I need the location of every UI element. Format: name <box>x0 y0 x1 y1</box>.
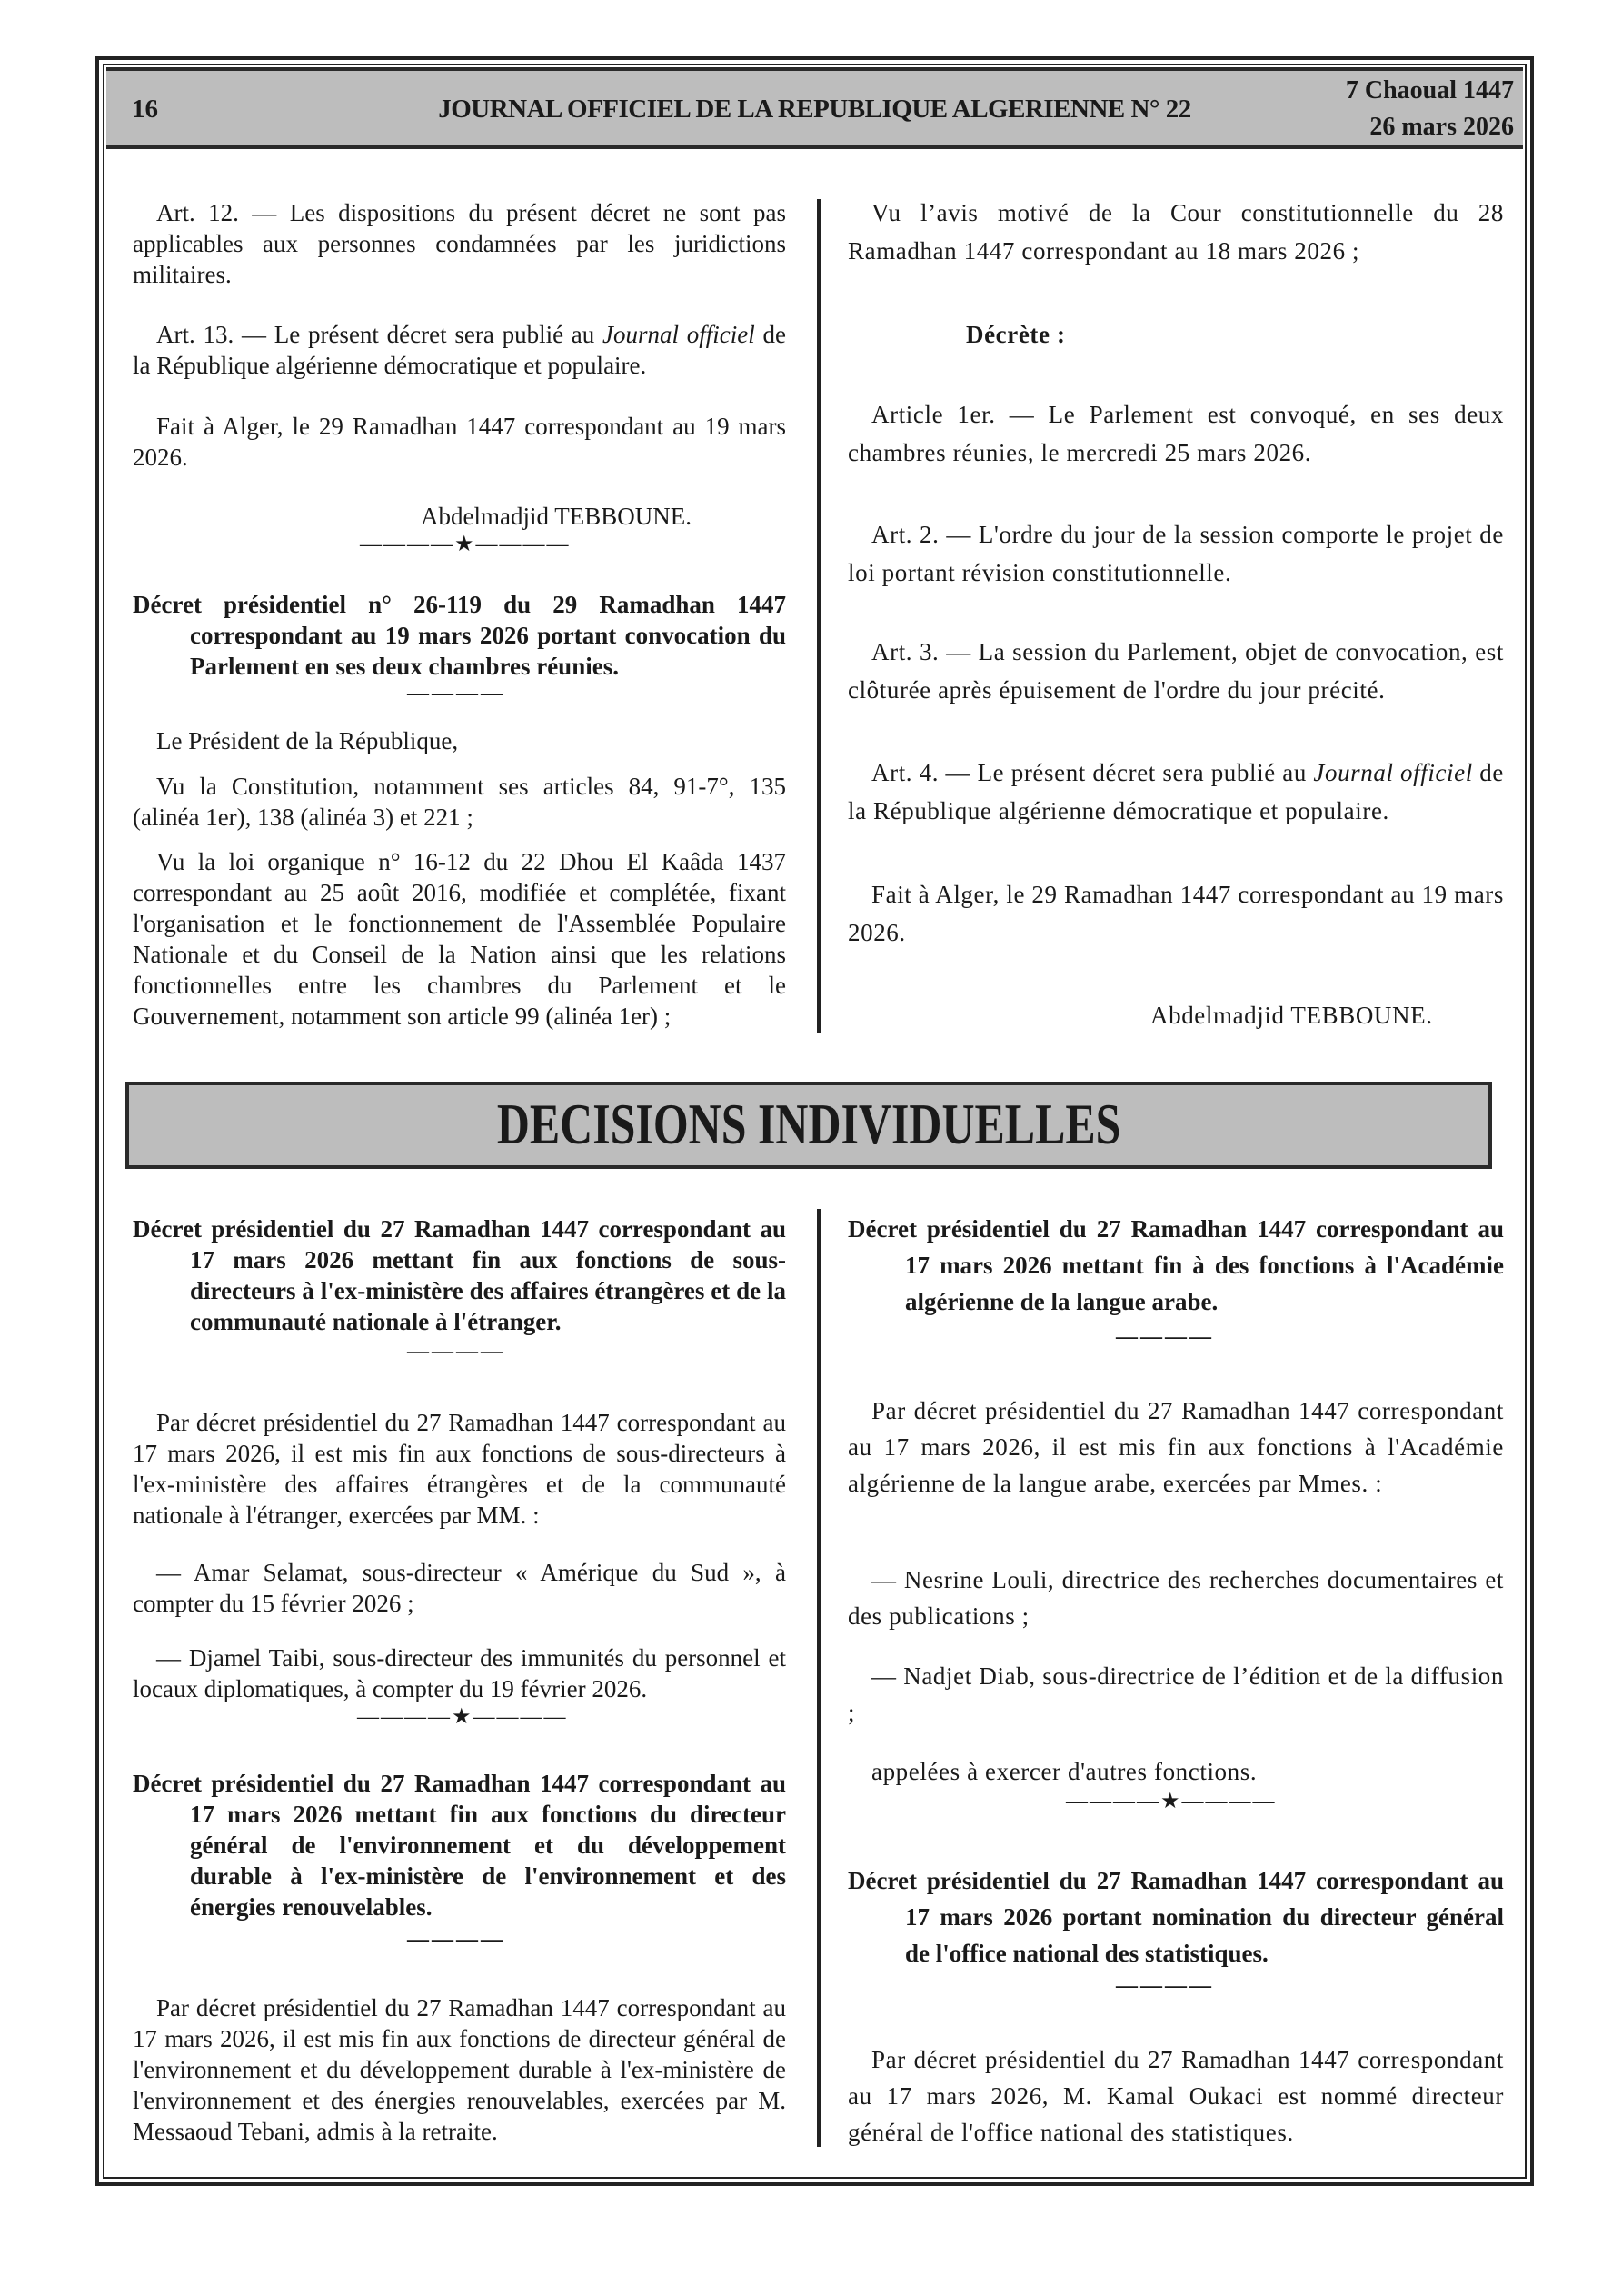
vu-avis: Vu l’avis motivé de la Cour constitutionnelle du 28 Ramadhan 1447 correspondant au 18 mars 2026 ; <box>848 199 1504 265</box>
list-item-nesrine-louli: — Nesrine Louli, directrice des recherches documentaires et des publications ; <box>848 1566 1504 1630</box>
article-12: Art. 12. — Les dispositions du présent décret ne sont pas applicables aux personnes condamnées par les juridictions militaires. <box>133 199 786 288</box>
decree-body-statistiques: Par décret présidentiel du 27 Ramadhan 1447 correspondant au 17 mars 2026, M. Kamal Oukaci est nommé directeur général de l'office national des statistiques. <box>848 2046 1504 2146</box>
vu-constitution: Vu la Constitution, notamment ses articles 84, 91-7°, 135 (alinéa 1er), 138 (alinéa 3) et 221 ; <box>133 773 786 831</box>
fait-a-alger-right: Fait à Alger, le 29 Ramadhan 1447 correspondant au 19 mars 2026. <box>848 881 1504 946</box>
president-preamble: Le Président de la République, <box>156 727 459 754</box>
star-separator: ————★———— <box>357 1705 568 1729</box>
dash-separator: ———— <box>1116 1325 1214 1349</box>
list-item-amar-selamat: — Amar Selamat, sous-directeur « Amérique du Sud », à compter du 15 février 2026 ; <box>133 1559 786 1617</box>
section-banner <box>125 1082 1492 1169</box>
journal-officiel-italic: Journal officiel <box>602 321 755 348</box>
dash-separator: ———— <box>407 1928 505 1952</box>
vu-loi-organique: Vu la loi organique n° 16-12 du 22 Dhou El Kaâda 1437 correspondant au 25 août 2016, modifiée et complétée, fixant l'organisation et le fonctionnement de l'Assemblée Populaire Nationale et du Conseil de la Nation ainsi que les relations fonctionnelles entre les chambres du Parlement et le Gouvernement, notamment son article 99 (alinéa 1er) ; <box>133 848 786 1030</box>
article-13 <box>133 319 786 381</box>
decrete-heading: Décrète : <box>966 321 1066 348</box>
article-4-text-end: de la République algérienne démocratique et populaire. <box>848 759 1504 824</box>
journal-header <box>106 67 1523 149</box>
date-hijri: 7 Chaoual 1447 <box>1345 76 1514 105</box>
article-13-text-end: de la République algérienne démocratique et populaire. <box>133 321 786 379</box>
decree-body-affaires-etrangeres: Par décret présidentiel du 27 Ramadhan 1447 correspondant au 17 mars 2026, il est mis fin aux fonctions de sous-directeurs à l'ex-ministère des affaires étrangères et de la communauté nationale à l'étranger, exercées par MM. : <box>133 1409 786 1529</box>
article-1: Article 1er. — Le Parlement est convoqué, en ses deux chambres réunies, le mercredi 25 mars 2026. <box>848 401 1504 466</box>
decree-title: Décret présidentiel n° 26-119 du 29 Ramadhan 1447 correspondant au 19 mars 2026 portant convocation du Parlement en ses deux chambres réunies. <box>133 591 786 680</box>
decree-title-academie: Décret présidentiel du 27 Ramadhan 1447 correspondant au 17 mars 2026 mettant fin à des fonctions à l'Académie algérienne de la langue arabe. <box>848 1215 1504 1315</box>
article-2: Art. 2. — L'ordre du jour de la session comporte le projet de loi portant révision constitutionnelle. <box>848 521 1504 586</box>
page-number: 16 <box>132 95 158 124</box>
dash-separator: ———— <box>1116 1974 1214 1998</box>
date-gregorian: 26 mars 2026 <box>1369 113 1514 141</box>
star-separator: ————★———— <box>1066 1790 1277 1813</box>
article-13-text: Art. 13. — Le présent décret sera publié au <box>156 321 603 348</box>
list-item-djamel-taibi: — Djamel Taibi, sous-directeur des immunités du personnel et locaux diplomatiques, à compter du 19 février 2026. <box>133 1644 786 1702</box>
article-3: Art. 3. — La session du Parlement, objet de convocation, est clôturée après épuisement de l'ordre du jour précité. <box>848 638 1504 704</box>
signature: Abdelmadjid TEBBOUNE. <box>421 503 692 530</box>
fait-a-alger: Fait à Alger, le 29 Ramadhan 1447 correspondant au 19 mars 2026. <box>133 413 786 471</box>
article-4-text: Art. 4. — Le présent décret sera publié au <box>871 759 1314 786</box>
signature-right: Abdelmadjid TEBBOUNE. <box>1150 1002 1433 1029</box>
article-4 <box>848 754 1504 830</box>
closing-line: appelées à exercer d'autres fonctions. <box>871 1758 1258 1785</box>
column-divider-top <box>817 199 821 1033</box>
decree-body-academie: Par décret présidentiel du 27 Ramadhan 1447 correspondant au 17 mars 2026, il est mis fin aux fonctions à l'Académie algérienne de la langue arabe, exercées par Mmes. : <box>848 1397 1504 1497</box>
section-title: DECISIONS INDIVIDUELLES <box>496 1092 1121 1156</box>
journal-title: JOURNAL OFFICIEL DE LA REPUBLIQUE ALGERIENNE N° 22 <box>438 95 1191 124</box>
column-divider-bottom <box>817 1209 821 2147</box>
dash-separator: ———— <box>407 1340 505 1363</box>
decree-title-environnement: Décret présidentiel du 27 Ramadhan 1447 correspondant au 17 mars 2026 mettant fin aux fonctions du directeur général de l'environnement et du développement durable à l'ex-ministère de l'environnement et des énergies renouvelables. <box>133 1770 786 1921</box>
decree-title-statistiques: Décret présidentiel du 27 Ramadhan 1447 correspondant au 17 mars 2026 portant nomination du directeur général de l'office national des statistiques. <box>848 1867 1504 1967</box>
list-item-nadjet-diab: — Nadjet Diab, sous-directrice de l’édition et de la diffusion ; <box>848 1662 1504 1726</box>
decree-title-affaires-etrangeres: Décret présidentiel du 27 Ramadhan 1447 correspondant au 17 mars 2026 mettant fin aux fonctions de sous-directeurs à l'ex-ministère des affaires étrangères et de la communauté nationale à l'étranger. <box>133 1215 786 1335</box>
star-separator: ————★———— <box>360 533 571 556</box>
journal-officiel-italic: Journal officiel <box>1313 759 1473 786</box>
dash-separator: ———— <box>407 682 505 705</box>
decree-body-environnement: Par décret présidentiel du 27 Ramadhan 1447 correspondant au 17 mars 2026, il est mis fin aux fonctions de directeur général de l'environnement et du développement durable à l'ex-ministère de l'environnement et des énergies renouvelables, exercées par M. Messaoud Tebani, admis à la retraite. <box>133 1994 786 2145</box>
